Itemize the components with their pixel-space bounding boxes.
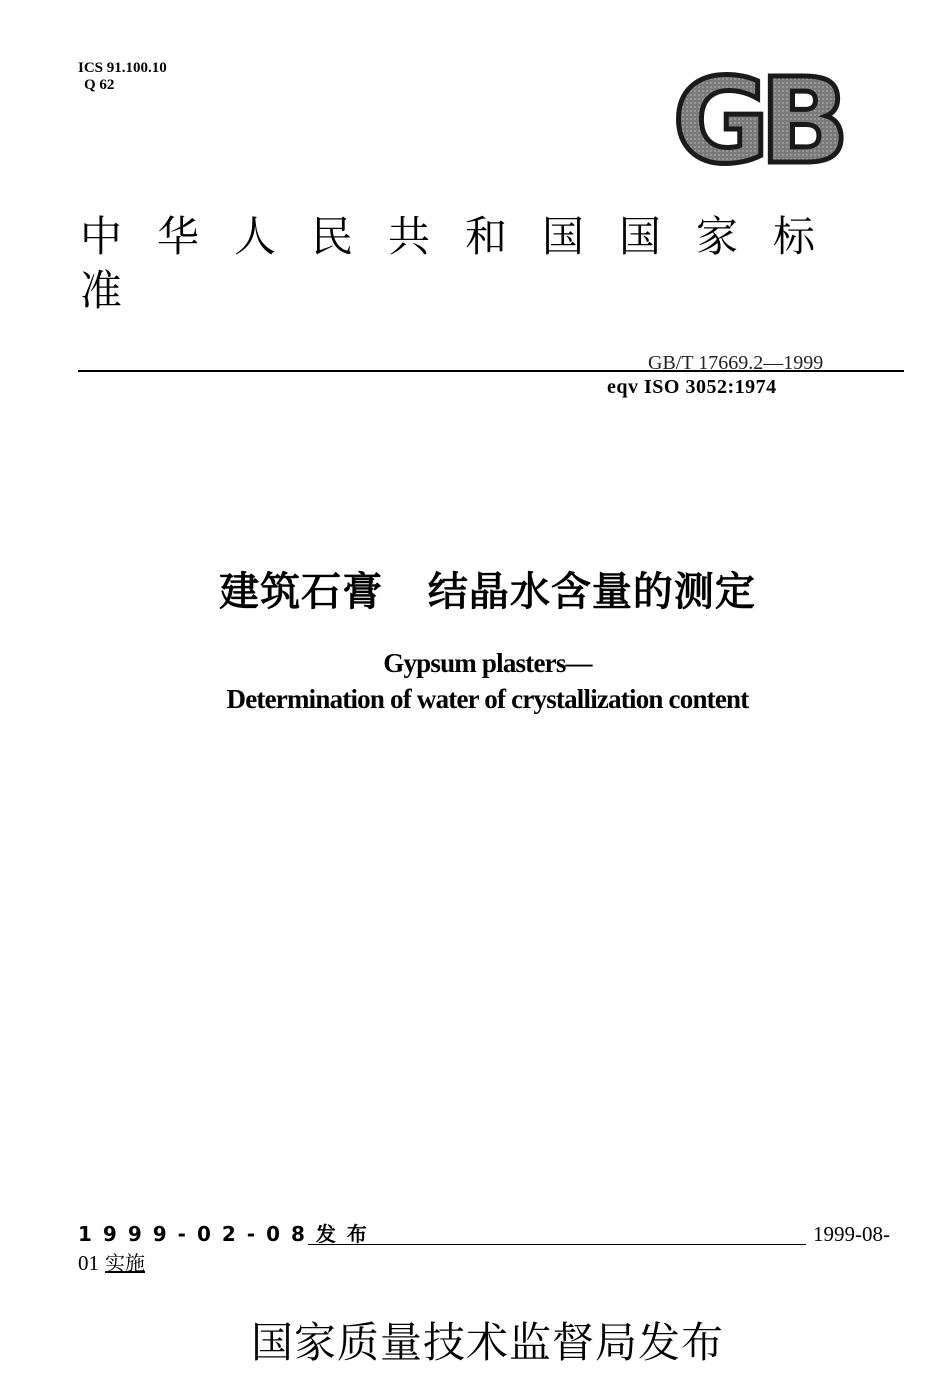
- gb-emblem-icon: [662, 70, 850, 170]
- implement-date-part2: 01: [78, 1251, 99, 1275]
- classification-codes: [78, 60, 167, 94]
- ics-code: ICS 91.100.10: [78, 60, 167, 76]
- standard-number: GB/T 17669.2—1999: [648, 352, 824, 374]
- title-english-line-2: Determination of water of crystallization content: [226, 684, 749, 714]
- org-title: 中华人民共和国国家标准: [80, 212, 851, 315]
- publisher: 国家质量技术监督局发布: [250, 1318, 724, 1367]
- implement-date-part1: 1999-08-: [813, 1222, 890, 1246]
- standard-equivalence: eqv ISO 3052:1974: [607, 376, 777, 398]
- implement-row: [78, 1247, 145, 1276]
- issue-row: [78, 1220, 898, 1248]
- gb-logo-text: GB: [672, 70, 840, 170]
- implement-label: 实施: [105, 1251, 145, 1275]
- ccs-code: Q 62: [84, 77, 115, 93]
- title-english-line-1: Gypsum plasters—: [383, 648, 592, 678]
- issue-date: 1999-02-08发布: [78, 1222, 378, 1246]
- header-rule: [78, 370, 904, 372]
- issue-underline: [308, 1244, 806, 1245]
- title-chinese: 建筑石膏 结晶水含量的测定: [219, 569, 756, 615]
